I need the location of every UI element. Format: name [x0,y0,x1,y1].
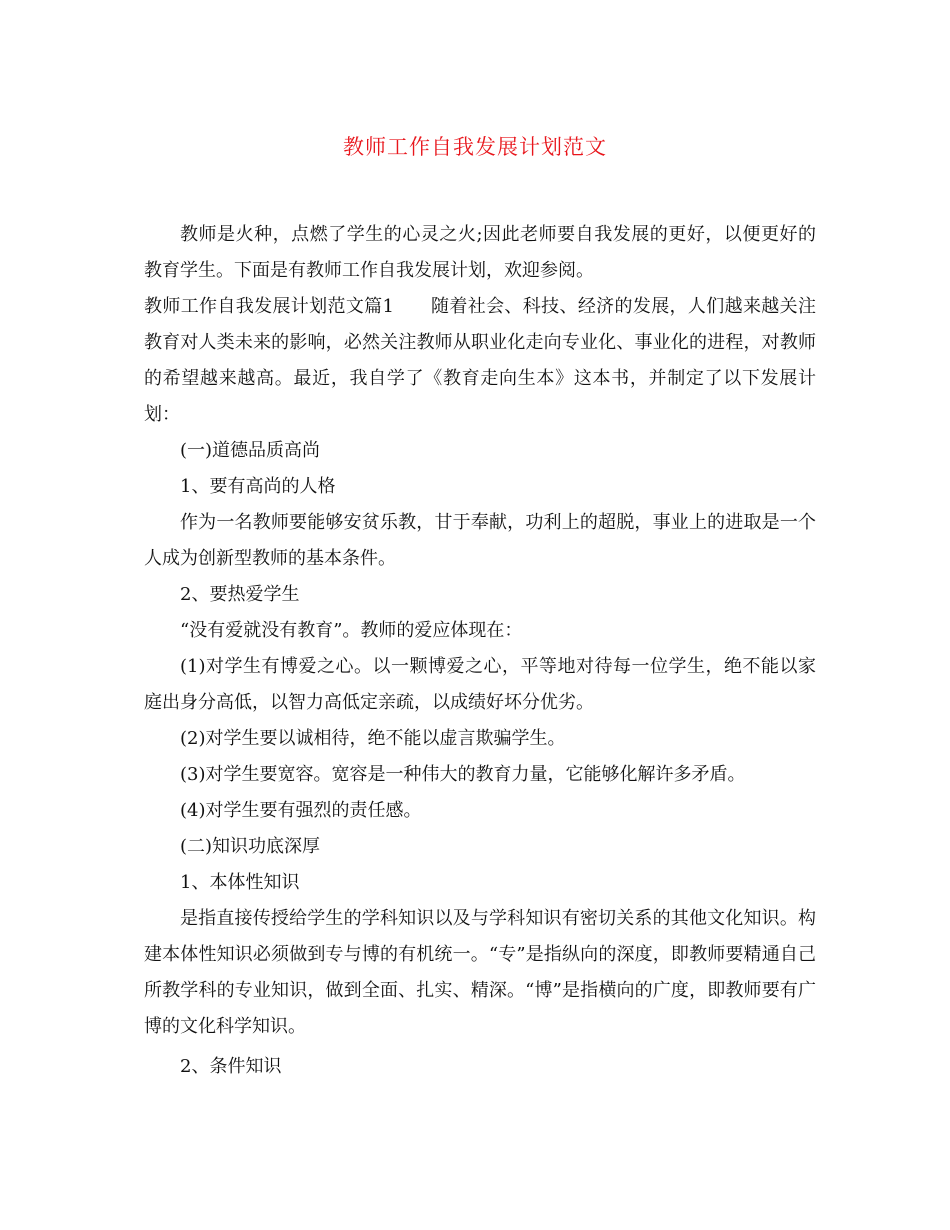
paragraph-intro: 教师是火种，点燃了学生的心灵之火;因此老师要自我发展的更好，以便更好的教育学生。下面是有教师工作自我发展计划，欢迎参阅。 [144,224,816,281]
subheading-ontological-knowledge: 1、本体性知识 [180,872,300,893]
list-item-4: (4)对学生要有强烈的责任感。 [180,800,422,821]
section-heading-knowledge: (二)知识功底深厚 [180,836,321,857]
document-title: 教师工作自我发展计划范文 [343,135,607,159]
list-item-2: (2)对学生要以诚相待，绝不能以虚言欺骗学生。 [180,728,566,749]
list-item-3: (3)对学生要宽容。宽容是一种伟大的教育力量，它能够化解许多矛盾。 [180,764,746,785]
section-heading-moral: (一)道德品质高尚 [180,440,321,461]
list-item-1: (1)对学生有博爱之心。以一颗博爱之心，平等地对待每一位学生，绝不能以家庭出身分高低，以智力高低定亲疏，以成绩好坏分优劣。 [144,656,816,713]
document-body [144,217,816,1085]
subheading-love-students: 2、要热爱学生 [180,584,300,605]
paragraph-plan-heading: 教师工作自我发展计划范文篇1 随着社会、科技、经济的发展，人们越来越关注教育对人类未来的影响，必然关注教师从职业化走向专业化、事业化的进程，对教师的希望越来越高。最近，我自学了《教育走向生本》这本书，并制定了以下发展计划： [144,296,816,425]
paragraph-ontological-knowledge: 是指直接传授给学生的学科知识以及与学科知识有密切关系的其他文化知识。构建本体性知识必须做到专与博的有机统一。“专”是指纵向的深度，即教师要精通自己所教学科的专业知识，做到全面、扎实、精深。“博”是指横向的广度，即教师要有广博的文化科学知识。 [144,908,816,1037]
subheading-personality: 1、要有高尚的人格 [180,476,336,497]
subheading-conditional-knowledge: 2、条件知识 [180,1056,282,1077]
paragraph-personality: 作为一名教师要能够安贫乐教，甘于奉献，功利上的超脱，事业上的进取是一个人成为创新型教师的基本条件。 [144,512,816,569]
paragraph-love-quote: “没有爱就没有教育”。教师的爱应体现在： [180,620,523,641]
